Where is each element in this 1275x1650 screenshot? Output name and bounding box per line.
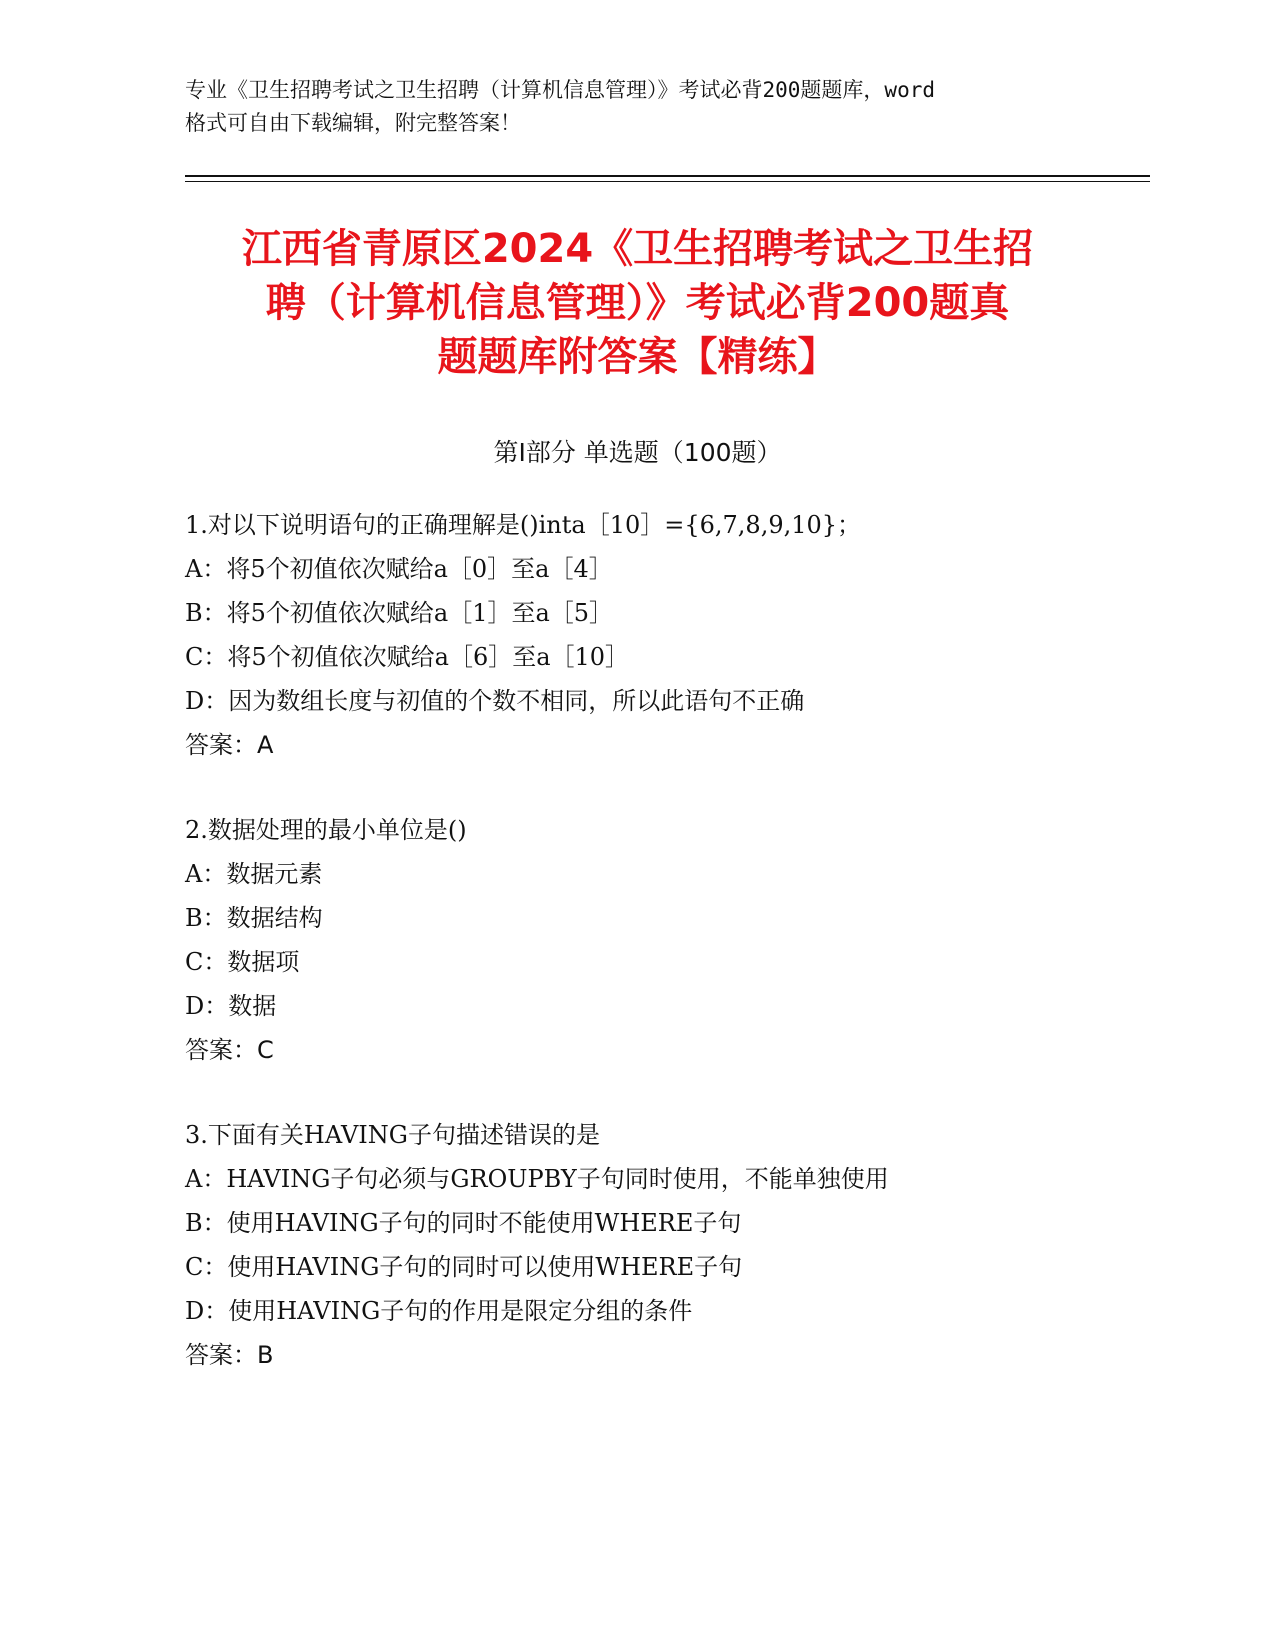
option-d: D：因为数组长度与初值的个数不相同，所以此语句不正确: [185, 687, 805, 715]
document-header: [185, 74, 1085, 140]
title-line-1: 江西省青原区2024《卫生招聘考试之卫生招: [241, 226, 1034, 272]
option-b: B：数据结构: [185, 904, 323, 932]
option-d: D：数据: [185, 992, 277, 1020]
header-divider-thick: [185, 175, 1150, 177]
title-line-2: 聘（计算机信息管理）》考试必背200题真: [265, 280, 1010, 326]
option-c: C：将5个初值依次赋给a［6］至a［10］: [185, 643, 630, 671]
option-a: A：将5个初值依次赋给a［0］至a［4］: [185, 555, 613, 583]
question-stem: 3.下面有关HAVING子句描述错误的是: [185, 1121, 600, 1149]
header-divider-thin: [185, 181, 1150, 182]
document-title: [150, 222, 1125, 384]
question-item: [185, 503, 1165, 767]
option-d: D：使用HAVING子句的作用是限定分组的条件: [185, 1297, 693, 1325]
section-heading: 第Ⅰ部分 单选题（100题）: [493, 438, 782, 467]
question-stem: 1.对以下说明语句的正确理解是()inta［10］={6,7,8,9,10}；: [185, 511, 862, 539]
option-a: A：HAVING子句必须与GROUPBY子句同时使用，不能单独使用: [185, 1165, 889, 1193]
header-line-1: 专业《卫生招聘考试之卫生招聘（计算机信息管理）》考试必背200题题库，word: [185, 78, 935, 102]
option-a: A：数据元素: [185, 860, 323, 888]
option-c: C：数据项: [185, 948, 300, 976]
option-b: B：将5个初值依次赋给a［1］至a［5］: [185, 599, 614, 627]
question-item: [185, 808, 1165, 1072]
title-line-3: 题题库附答案【精练】: [437, 334, 838, 380]
question-answer: 答案：A: [185, 731, 274, 759]
header-line-2: 格式可自由下载编辑，附完整答案！: [185, 111, 521, 135]
question-stem: 2.数据处理的最小单位是(): [185, 816, 467, 844]
question-item: [185, 1113, 1165, 1377]
option-c: C：使用HAVING子句的同时可以使用WHERE子句: [185, 1253, 743, 1281]
question-answer: 答案：C: [185, 1036, 274, 1064]
question-answer: 答案：B: [185, 1341, 274, 1369]
option-b: B：使用HAVING子句的同时不能使用WHERE子句: [185, 1209, 742, 1237]
